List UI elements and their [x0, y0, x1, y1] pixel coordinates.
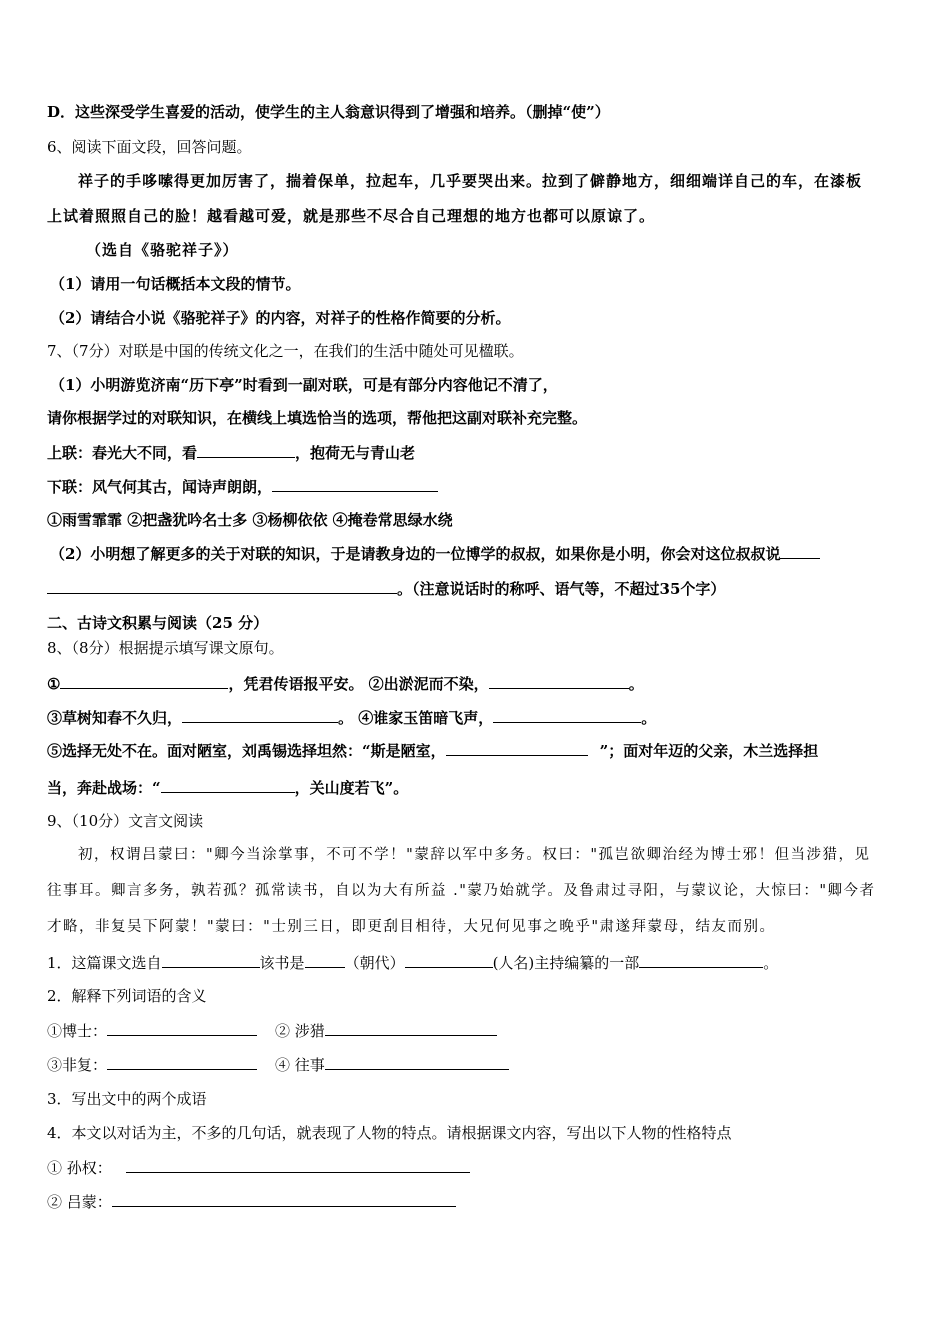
q9-s2-blank-3[interactable] — [107, 1054, 257, 1070]
q9-s1-c: （朝代） — [344, 954, 405, 972]
q7-sub-2-line-1 — [50, 543, 820, 564]
q8-l1-end: 。 — [628, 675, 644, 693]
q7-header: 7、（7分）对联是中国的传统文化之一，在我们的生活中随处可见楹联。 — [47, 342, 524, 360]
q9-s1-blank-3[interactable] — [405, 952, 493, 968]
q9-sub-4-b — [47, 1191, 456, 1212]
q8-line-2 — [47, 707, 656, 728]
lower-couplet-text: 下联：风气何其古，闻诗声朗朗， — [47, 478, 273, 496]
q8-l4-start: 当，奔赴战场：“ — [47, 779, 161, 797]
q8-blank-5[interactable] — [446, 740, 588, 756]
q9-s1-blank-4[interactable] — [639, 952, 763, 968]
q7-lower-couplet — [47, 476, 438, 497]
q9-s1-a: 1．这篇课文选自 — [47, 954, 162, 972]
q6-header: 6、阅读下面文段，回答问题。 — [47, 138, 252, 156]
q9-s2-blank-4[interactable] — [325, 1054, 509, 1070]
q8-l1-mid: ，凭君传语报平安。 ②出淤泥而不染， — [228, 675, 489, 693]
q8-l3-start: ⑤选择无处不在。面对陋室，刘禹锡选择坦然：“斯是陋室， — [47, 742, 446, 760]
upper-couplet-blank[interactable] — [197, 442, 295, 458]
q8-l1-num: ① — [47, 675, 61, 693]
q7-sub-2-blank-a[interactable] — [780, 543, 820, 559]
q7-sub-2-note: 。（注意说话时的称呼、语气等，不超过35个字） — [397, 580, 726, 598]
q9-s2-term-2: ② 涉猎 — [275, 1022, 325, 1040]
q8-blank-3[interactable] — [182, 707, 338, 723]
section-2-title: 二、古诗文积累与阅读（25 分） — [47, 614, 269, 632]
q8-l2-mid: 。 ④谁家玉笛暗飞声， — [338, 709, 494, 727]
q9-sub-2-line-2 — [47, 1054, 509, 1075]
q8-blank-2[interactable] — [489, 673, 629, 689]
q9-sub-4-a — [47, 1157, 470, 1178]
q8-l2-end: 。 — [641, 709, 657, 727]
q9-s1-e: 。 — [763, 954, 779, 972]
q6-sub-1: （1）请用一句话概括本文段的情节。 — [50, 275, 301, 293]
q6-passage-line-2: 上试着照照自己的脸！越看越可爱，就是那些不尽合自己理想的地方也都可以原谅了。 — [47, 207, 656, 225]
q8-blank-6[interactable] — [161, 777, 295, 793]
q9-s2-term-1: ①博士： — [47, 1022, 108, 1040]
q6-source: （选自《骆驼祥子》） — [86, 241, 239, 259]
q9-sub-3: 3．写出文中的两个成语 — [47, 1090, 207, 1108]
option-label: D． — [47, 103, 76, 121]
q9-s1-blank-1[interactable] — [162, 952, 260, 968]
q9-sub-1 — [47, 952, 778, 973]
q9-s2-blank-1[interactable] — [107, 1020, 257, 1036]
q8-blank-4[interactable] — [493, 707, 641, 723]
upper-couplet-end: ，抱荷无与青山老 — [295, 444, 416, 462]
q9-passage-line-2: 往事耳。卿言多务，孰若孤？孤常读书，自以为大有所益 ."蒙乃始就学。及鲁肃过寻阳，与蒙议论，大惊曰："卿今者 — [47, 883, 876, 899]
q7-sub-2-text: （2）小明想了解更多的关于对联的知识，于是请教身边的一位博学的叔叔，如果你是小明，你会对这位叔叔说 — [50, 545, 781, 563]
q8-line-1 — [47, 673, 644, 694]
q9-s2-term-3: ③非复： — [47, 1056, 108, 1074]
q9-sub-4: 4．本文以对话为主，不多的几句话，就表现了人物的特点。请根据课文内容，写出以下人物的性格特点 — [47, 1124, 732, 1142]
upper-couplet-start: 上联：春光大不同，看 — [47, 444, 198, 462]
q9-passage-line-1: 初，权谓吕蒙曰："卿今当涂掌事，不可不学！"蒙辞以军中多务。权曰："孤岂欲卿治经为博士邪！但当涉猎，见 — [78, 847, 871, 863]
q6-passage-line-1: 祥子的手哆嗦得更加厉害了，揣着保单，拉起车，几乎要哭出来。拉到了僻静地方，细细端详自己的车，在漆板 — [78, 172, 863, 190]
q8-line-4 — [47, 777, 408, 798]
q8-l3-end: ”；面对年迈的父亲，木兰选择担 — [599, 742, 819, 760]
q7-sub-2-line-2 — [47, 578, 725, 599]
q7-sub-1-line-2: 请你根据学过的对联知识，在横线上填选恰当的选项，帮他把这副对联补充完整。 — [47, 409, 588, 427]
q8-header: 8、（8分）根据提示填写课文原句。 — [47, 639, 284, 657]
lower-couplet-blank[interactable] — [272, 476, 438, 492]
q9-s4-sunquan: ① 孙权： — [47, 1159, 112, 1177]
q7-upper-couplet — [47, 442, 415, 463]
q9-s4-lvmeng: ② 吕蒙： — [47, 1193, 112, 1211]
q9-sub-2-line-1 — [47, 1020, 497, 1041]
q7-options: ①雨雪霏霏 ②把盏犹吟名士多 ③杨柳依依 ④掩卷常思绿水绕 — [47, 511, 453, 529]
q8-l4-end: ，关山度若飞”。 — [294, 779, 409, 797]
q9-s1-blank-2[interactable] — [305, 952, 345, 968]
q5-option-d — [47, 102, 610, 122]
q9-s1-b: 该书是 — [259, 954, 305, 972]
q7-sub-1-line-1: （1）小明游览济南“历下亭”时看到一副对联，可是有部分内容他记不清了， — [50, 376, 558, 394]
q8-blank-1[interactable] — [60, 673, 228, 689]
q9-s2-term-4: ④ 往事 — [275, 1056, 325, 1074]
q8-line-3 — [47, 740, 818, 761]
q9-s4-blank-1[interactable] — [126, 1157, 470, 1173]
q6-sub-2: （2）请结合小说《骆驼祥子》的内容，对祥子的性格作简要的分析。 — [50, 309, 511, 327]
q9-s1-d: (人名)主持编纂的一部 — [492, 954, 640, 972]
q9-s4-blank-2[interactable] — [112, 1191, 456, 1207]
q9-sub-2: 2．解释下列词语的含义 — [47, 987, 207, 1005]
q7-sub-2-blank-b[interactable] — [47, 578, 397, 594]
q9-s2-blank-2[interactable] — [325, 1020, 497, 1036]
q9-passage-line-3: 才略，非复吴下阿蒙！"蒙曰："士别三日，即更刮目相待，大兄何见事之晚乎"肃遂拜蒙母，结友而别。 — [47, 919, 776, 935]
option-text: 这些深受学生喜爱的活动，使学生的主人翁意识得到了增强和培养。（删掉“使”） — [75, 103, 610, 121]
q9-header: 9、（10分）文言文阅读 — [47, 812, 204, 830]
q8-l2-start: ③草树知春不久归， — [47, 709, 183, 727]
